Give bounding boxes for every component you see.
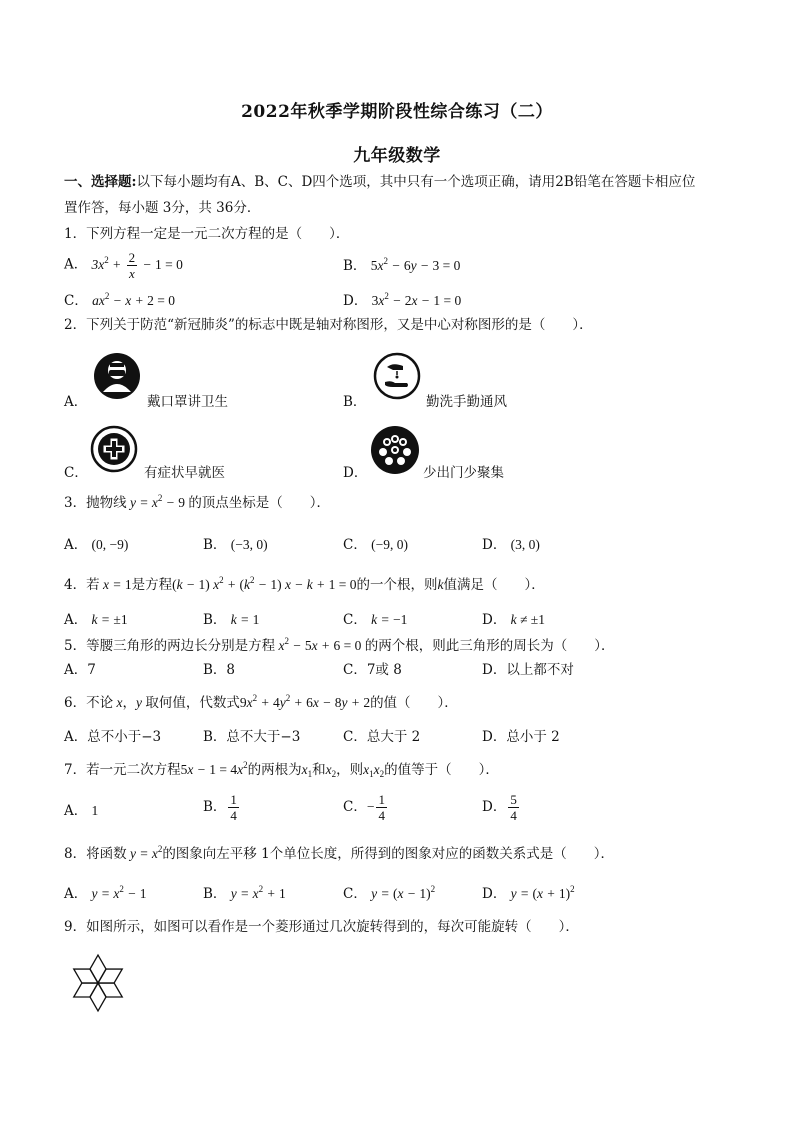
q3-option-b-formula: (−3, 0) (230, 537, 268, 552)
option-letter: D． (482, 799, 507, 815)
q3-stem (64, 493, 330, 513)
q5-option-d[interactable]: D．以上都不对 (482, 662, 574, 678)
option-letter: C． (343, 799, 367, 815)
q2-option-d-caption: 少出门少聚集 (423, 465, 504, 481)
q9-stem: 9．如图所示，如图可以看作是一个菱形通过几次旋转得到的，每次可能旋转（ ）． (64, 919, 579, 935)
q4-option-d-formula: k ≠ ±1 (510, 612, 545, 627)
q3-option-c[interactable] (343, 535, 408, 555)
option-letter: A． (64, 803, 88, 819)
six-rhombus-star-icon (67, 951, 129, 1015)
q7-x1: $x_1$ (301, 762, 313, 779)
q1-option-c[interactable] (64, 291, 175, 311)
q1-stem: 1．下列方程一定是一元二次方程的是（ ）． (64, 226, 350, 242)
q8-option-c[interactable] (343, 884, 435, 904)
q8-stem-prefix: 8．将函数 (64, 846, 127, 862)
option-letter: B． (343, 258, 367, 274)
q5-equation: $x^2 - 5x + 6 = 0$ (275, 636, 362, 653)
option-letter: C． (64, 293, 88, 309)
q6-stem-suffix: 的值（ ）． (370, 695, 458, 711)
q7-stem-mid1: 的两根为 (247, 762, 302, 778)
q4-stem-mid1: 是方程 (131, 577, 173, 593)
option-letter: B． (203, 612, 227, 628)
q7-option-d[interactable] (482, 792, 521, 823)
q7-stem-prefix: 7．若一元二次方程 (64, 762, 181, 778)
section-heading: 一、选择题: (64, 174, 137, 190)
q3-option-c-formula: (−9, 0) (371, 537, 408, 552)
option-letter: A． (64, 537, 88, 553)
q7-option-a-formula: 1 (91, 803, 99, 818)
q4-stem-mid2: 的一个根，则 (356, 577, 438, 593)
q7-option-b-fraction: $\frac{1}{4}$ (230, 792, 237, 823)
q8-stem (64, 844, 614, 864)
section-intro-line1: 以下每小题均有A、B、C、D四个选项，其中只有一个选项正确，请用2B铅笔在答题卡相应位 (136, 174, 696, 190)
q7-option-a[interactable] (64, 801, 98, 821)
q6-expression: $9x^2 + 4y^2 + 6x - 8y + 2$ (239, 693, 371, 710)
page-subtitle: 九年级数学 (353, 146, 441, 166)
q2-option-a-caption: 戴口罩讲卫生 (147, 394, 228, 410)
q3-option-d[interactable] (482, 535, 540, 555)
option-letter: C． (343, 537, 367, 553)
hand-washing-icon (373, 352, 421, 400)
option-letter: B． (203, 537, 227, 553)
q7-option-c[interactable] (343, 792, 389, 823)
q3-stem-prefix: 3．抛物线 (64, 495, 127, 511)
q1-option-d-formula: $3x^2 - 2x - 1 = 0$ (371, 291, 462, 308)
q7-equation: $5x - 1 = 4x^2$ (180, 760, 248, 777)
section-intro (64, 172, 695, 192)
q4-stem-suffix: 值满足（ ）． (443, 577, 545, 593)
q2-stem: 2．下列关于防范“新冠肺炎”的标志中既是轴对称图形，又是中心对称图形的是（ ）． (64, 317, 593, 333)
q2-option-c-letter[interactable]: C． (64, 465, 88, 481)
q4-root: x = 1 (99, 577, 132, 592)
q7-x2: $x_2$ (325, 762, 337, 779)
q2-option-b-caption: 勤洗手勤通风 (426, 394, 507, 410)
medical-cross-icon (90, 425, 138, 473)
q4-option-a[interactable] (64, 610, 128, 630)
option-letter: D． (482, 537, 507, 553)
q4-option-c[interactable] (343, 610, 407, 630)
q3-option-a[interactable] (64, 535, 128, 555)
q5-stem-prefix: 5．等腰三角形的两边长分别是方程 (64, 638, 276, 654)
q5-stem (64, 636, 614, 656)
option-letter: A． (64, 612, 88, 628)
q7-stem-mid2: 和 (312, 762, 326, 778)
q4-equation: (k − 1) $x^2 + (k^2 - 1) x - k + 1 = 0$ (172, 575, 357, 592)
q7-stem (64, 760, 499, 780)
q4-option-d[interactable] (482, 610, 545, 630)
q6-vars: x，y (113, 695, 146, 710)
q8-option-b[interactable] (203, 884, 286, 904)
option-letter: D． (343, 293, 368, 309)
option-letter: A． (64, 256, 88, 273)
q7-option-b[interactable] (203, 792, 241, 823)
q5-option-c[interactable]: C．7或 8 (343, 662, 402, 678)
option-letter: A． (64, 886, 88, 902)
q6-option-b[interactable]: B．总不大于−3 (203, 729, 301, 745)
q7-option-c-fraction: $\frac{1}{4}$ (378, 792, 385, 823)
q6-stem (64, 693, 458, 713)
q3-stem-suffix: 的顶点坐标是（ ）． (188, 495, 331, 511)
q2-option-d-letter[interactable]: D． (343, 465, 368, 481)
q2-option-c-caption: 有症状早就医 (144, 465, 225, 481)
q4-option-c-formula: k = −1 (371, 612, 408, 627)
q8-function: $y = x^2$ (126, 844, 163, 861)
q1-option-a[interactable] (64, 250, 183, 281)
q1-option-d[interactable] (343, 291, 461, 311)
q8-option-a-formula: $y = x^2 - 1$ (91, 884, 147, 901)
q1-option-b-formula: $5x^2 - 6y - 3 = 0$ (370, 256, 461, 273)
section-intro-line2: 置作答，每小题 3分，共 36分． (64, 200, 261, 216)
q6-stem-prefix: 6．不论 (64, 695, 114, 711)
q8-option-c-formula: $y = (x - 1)^2$ (371, 884, 436, 901)
q6-option-a[interactable]: A．总不小于−3 (64, 729, 162, 745)
q4-option-a-formula: k = ±1 (91, 612, 128, 627)
q3-option-a-formula: (0, −9) (91, 537, 129, 552)
q8-stem-suffix: 的图象向左平移 1个单位长度，所得到的图象对应的函数关系式是（ ）． (162, 846, 614, 862)
q2-option-a-letter[interactable]: A． (64, 394, 88, 410)
q6-stem-mid: 取何值，代数式 (145, 695, 240, 711)
q4-stem-prefix: 4．若 (64, 577, 100, 593)
q6-option-c[interactable]: C．总大于 2 (343, 729, 421, 745)
q7-stem-mid3: ，则 (336, 762, 364, 778)
q4-stem (64, 575, 545, 595)
option-letter: D． (482, 886, 507, 902)
q7-product: $x_1x_2$ (363, 762, 385, 779)
crowd-icon (370, 425, 420, 475)
option-letter: B． (203, 886, 227, 902)
q2-option-b-letter[interactable]: B． (343, 394, 367, 410)
q8-option-b-formula: $y = x^2 + 1$ (230, 884, 286, 901)
option-letter: B． (203, 799, 227, 815)
q1-option-b[interactable] (343, 256, 460, 276)
option-letter: C． (343, 612, 367, 628)
q7-option-c-sign: − (366, 799, 375, 814)
q8-option-a[interactable] (64, 884, 147, 904)
q5-stem-suffix: 的两个根，则此三角形的周长为（ ）． (364, 638, 615, 654)
q3-formula: $y = x^2 - 9$ (126, 493, 185, 510)
q8-option-d-formula: $y = (x + 1)^2$ (510, 884, 575, 901)
q7-option-d-fraction: $\frac{5}{4}$ (510, 792, 517, 823)
q8-option-d[interactable] (482, 884, 575, 904)
q5-option-a[interactable]: A．7 (64, 662, 96, 678)
q3-option-d-formula: (3, 0) (510, 537, 540, 552)
q4-option-b[interactable] (203, 610, 259, 630)
q6-option-d[interactable]: D．总小于 2 (482, 729, 560, 745)
page-title: 2022年秋季学期阶段性综合练习（二） (241, 102, 553, 122)
q7-stem-suffix: 的值等于（ ）． (384, 762, 499, 778)
q3-option-b[interactable] (203, 535, 268, 555)
q4-option-b-formula: k = 1 (230, 612, 260, 627)
mask-person-icon (93, 352, 141, 400)
q4-k: k (437, 577, 444, 592)
q1-option-a-formula: $3x^2$ + $\frac{2}{x}$ − 1 = 0 (91, 250, 183, 281)
option-letter: D． (482, 612, 507, 628)
option-letter: C． (343, 886, 367, 902)
q1-option-c-formula: $ax^2 - x + 2 = 0$ (92, 291, 175, 308)
q5-option-b[interactable]: B．8 (203, 662, 236, 678)
